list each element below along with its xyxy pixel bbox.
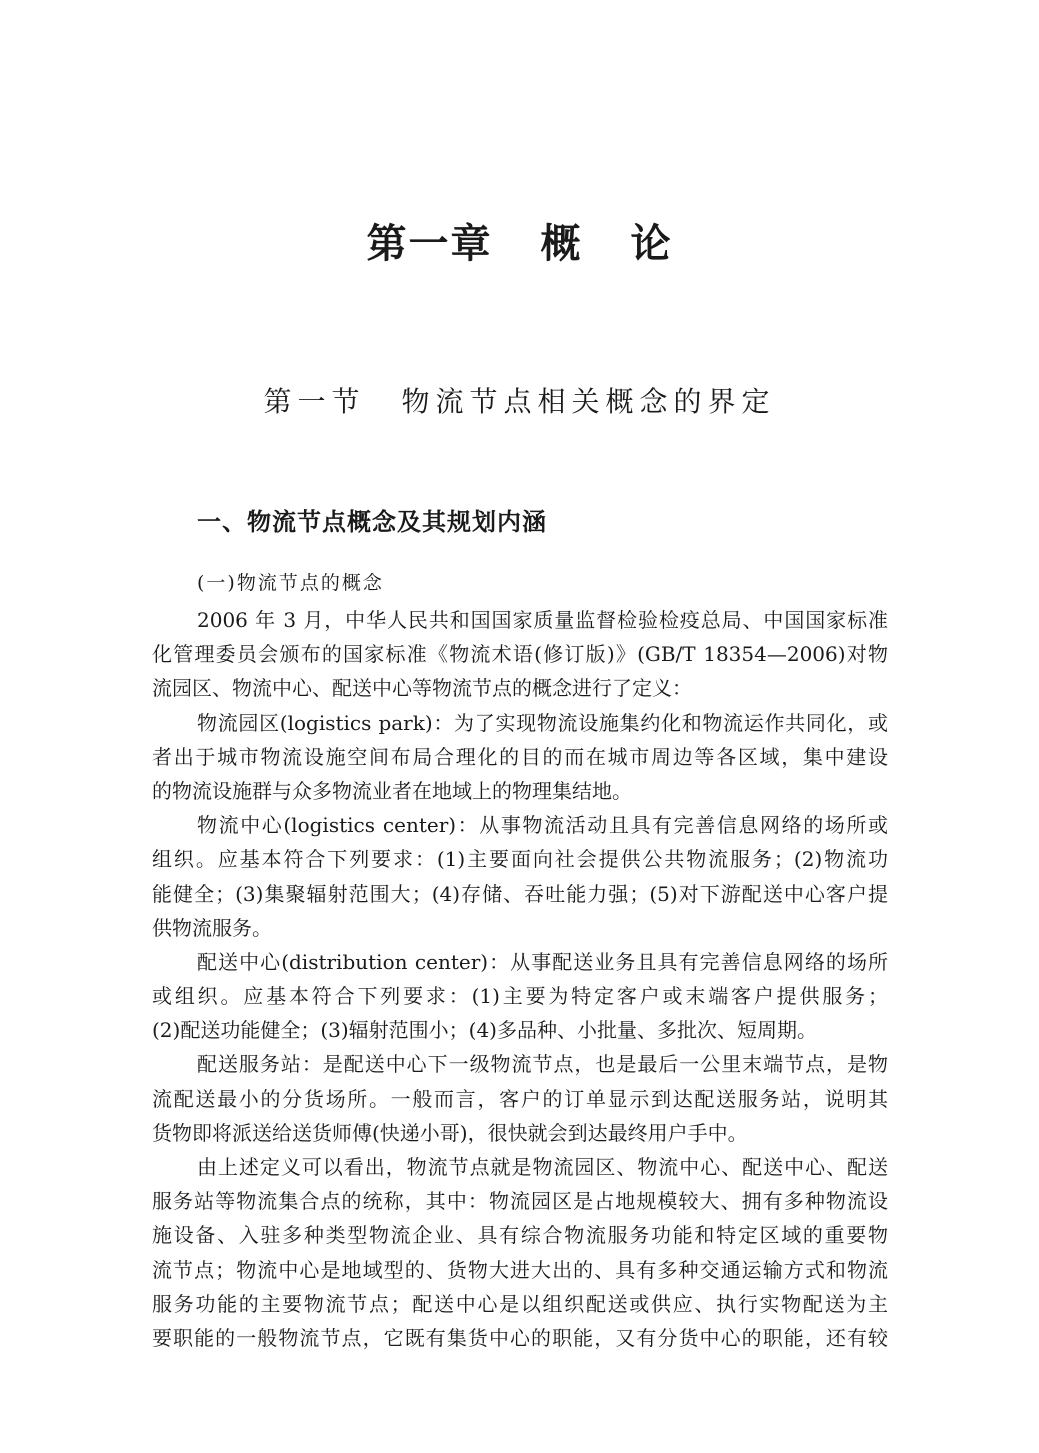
paragraph: [152, 603, 888, 706]
chapter-number: 第一章: [366, 220, 493, 267]
paragraph: [152, 945, 888, 1048]
text-line: 配送中心(distribution center)：从事配送业务且具有完善信息网络的场所: [197, 949, 888, 974]
chapter-title-char-1: 概: [540, 220, 583, 267]
text-line: 流园区、物流中心、配送中心等物流节点的概念进行了定义：: [152, 676, 692, 701]
text-line: 组织。应基本符合下列要求：(1)主要面向社会提供公共物流服务；(2)物流功: [152, 847, 888, 872]
text-line: 的物流设施群与众多物流业者在地域上的物理集结地。: [152, 778, 632, 803]
text-line: 施设备、入驻多种类型物流企业、具有综合物流服务功能和特定区域的重要物: [152, 1223, 888, 1248]
section-title-text: 物流节点相关概念的界定: [401, 385, 776, 418]
chapter-title-char-2: 论: [630, 220, 673, 267]
text-line: 物流中心(logistics center)：从事物流活动且具有完善信息网络的场所或: [197, 813, 888, 838]
text-line: 要职能的一般物流节点，它既有集货中心的职能，又有分货中心的职能，还有较: [152, 1325, 888, 1350]
chapter-title: [0, 212, 1039, 269]
paragraph: [152, 808, 888, 945]
text-line: 服务站等物流集合点的统称，其中：物流园区是占地规模较大、拥有多种物流设: [152, 1189, 888, 1214]
text-line: 流配送最小的分货场所。一般而言，客户的订单显示到达配送服务站，说明其: [152, 1086, 888, 1111]
paragraph: [152, 1150, 888, 1355]
heading-level-2: (一)物流节点的概念: [197, 572, 384, 594]
text-line: 配送服务站：是配送中心下一级物流节点，也是最后一公里末端节点，是物: [197, 1052, 888, 1077]
text-line: 货物即将派送给送货师傅(快递小哥)，很快就会到达最终用户手中。: [152, 1120, 748, 1145]
text-line: 服务功能的主要物流节点；配送中心是以组织配送或供应、执行实物配送为主: [152, 1291, 888, 1316]
section-number: 第一节: [263, 385, 366, 418]
paragraph: [152, 706, 888, 809]
text-line: 供物流服务。: [152, 915, 272, 940]
body-text: [152, 603, 888, 1355]
text-line: (2)配送功能健全；(3)辐射范围小；(4)多品种、小批量、多批次、短周期。: [152, 1018, 817, 1043]
text-line: 由上述定义可以看出，物流节点就是物流园区、物流中心、配送中心、配送: [197, 1155, 888, 1179]
text-line: 或组织。应基本符合下列要求：(1)主要为特定客户或末端客户提供服务；: [152, 984, 888, 1009]
text-line: 物流园区(logistics park)：为了实现物流设施集约化和物流运作共同化，或: [197, 710, 888, 735]
text-line: 化管理委员会颁布的国家标准《物流术语(修订版)》(GB/T 18354—2006)对物: [152, 642, 888, 667]
text-line: 者出于城市物流设施空间布局合理化的目的而在城市周边等各区域，集中建设: [152, 744, 888, 769]
text-line: 2006 年 3 月，中华人民共和国国家质量监督检验检疫总局、中国国家标准: [197, 608, 888, 632]
text-line: 流节点；物流中心是地域型的、货物大进大出的、具有多种交通运输方式和物流: [152, 1257, 888, 1282]
paragraph: [152, 1047, 888, 1150]
section-title: [0, 380, 1039, 420]
text-line: 能健全；(3)集聚辐射范围大；(4)存储、吞吐能力强；(5)对下游配送中心客户提: [152, 881, 888, 906]
heading-level-1: 一、物流节点概念及其规划内涵: [197, 507, 547, 536]
